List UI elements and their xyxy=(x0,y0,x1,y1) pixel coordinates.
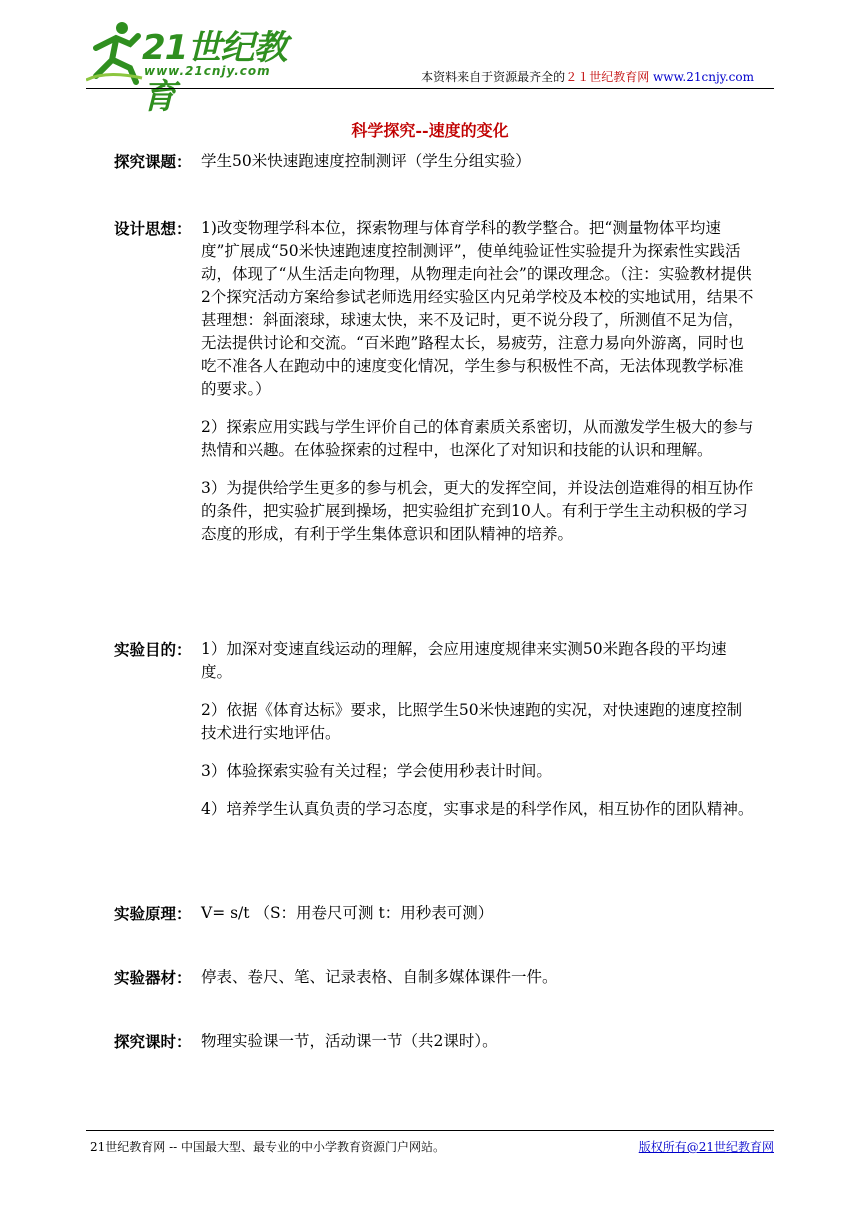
design-paragraph: 2）探索应用实践与学生评价自己的体育素质关系密切，从而激发学生极大的参与热情和兴趣。在体验探索的过程中，也深化了对知识和技能的认识和理解。 xyxy=(201,418,754,459)
topic-label: 探究课题： xyxy=(114,152,192,171)
equipment-text: 停表、卷尺、笔、记录表格、自制多媒体课件一件。 xyxy=(201,968,558,986)
design-paragraph: 1)改变物理学科本位，探索物理与体育学科的教学整合。把“测量物体平均速度”扩展成“50米快速跑速度控制测评”，使单纯验证性实验提升为探索性实践活动，体现了“从生活走向物理，从物理走向社会”的课改理念。（注：实验教材提供2个探究活动方案给参试老师选用经实验区内兄弟学校及本校的实地试用，结果不甚理想：斜面滚球，球速太快，来不及记时，更不说分段了，所测值不足为信，无法提供讨论和交流。“百米跑”路程太长，易疲劳，注意力易向外游离，同时也吃不准各人在跑动中的速度变化情况，学生参与积极性不高，无法体现教学标准的要求。） xyxy=(201,219,754,398)
header-note-brand[interactable]: ２１世纪教育网 xyxy=(565,70,650,84)
page-header xyxy=(0,0,860,117)
hours-text: 物理实验课一节，活动课一节（共2课时）。 xyxy=(201,1032,498,1050)
header-note xyxy=(421,68,754,85)
footer-divider xyxy=(86,1130,774,1131)
design-label: 设计思想： xyxy=(114,219,192,238)
site-logo xyxy=(86,18,296,117)
section-design xyxy=(114,217,754,561)
section-hours xyxy=(114,1030,754,1053)
principle-label: 实验原理： xyxy=(114,904,192,923)
purpose-paragraph: 2）依据《体育达标》要求，比照学生50米快速跑的实况，对快速跑的速度控制技术进行实地评估。 xyxy=(201,701,743,742)
principle-text: V= s/t （S：用卷尺可测 t：用秒表可测） xyxy=(201,904,494,922)
footer-copyright-link[interactable]: 版权所有@21世纪教育网 xyxy=(638,1140,774,1154)
design-body xyxy=(201,217,754,546)
header-note-url[interactable]: www.21cnjy.com xyxy=(653,70,754,84)
header-divider xyxy=(86,88,774,89)
equipment-label: 实验器材： xyxy=(114,968,192,987)
purpose-body xyxy=(201,638,754,821)
hours-label: 探究课时： xyxy=(114,1032,192,1051)
design-paragraph: 3）为提供给学生更多的参与机会，更大的发挥空间，并设法创造难得的相互协作的条件，把实验扩展到操场，把实验组扩充到10人。有利于学生主动积极的学习态度的形成，有利于学生集体意识和团队精神的培养。 xyxy=(201,479,754,543)
runner-icon xyxy=(86,18,146,86)
logo-url: www.21cnjy.com xyxy=(144,64,271,78)
purpose-label: 实验目的： xyxy=(114,640,192,659)
purpose-paragraph: 3）体验探索实验有关过程；学会使用秒表计时间。 xyxy=(201,762,552,780)
document-title: 科学探究--速度的变化 xyxy=(351,121,509,140)
footer-tagline: 21世纪教育网 -- 中国最大型、最专业的中小学教育资源门户网站。 xyxy=(90,1140,446,1154)
section-principle xyxy=(114,902,754,925)
header-note-prefix: 本资料来自于资源最齐全的 xyxy=(421,70,566,84)
logo-text: 21世纪教育 xyxy=(142,28,287,117)
section-equipment xyxy=(114,966,754,989)
purpose-paragraph: 4）培养学生认真负责的学习态度，实事求是的科学作风，相互协作的团队精神。 xyxy=(201,800,754,818)
section-topic xyxy=(114,150,754,173)
topic-text: 学生50米快速跑速度控制测评（学生分组实验） xyxy=(201,152,531,170)
section-purpose xyxy=(114,638,754,836)
purpose-paragraph: 1）加深对变速直线运动的理解，会应用速度规律来实测50米跑各段的平均速度。 xyxy=(201,640,727,681)
